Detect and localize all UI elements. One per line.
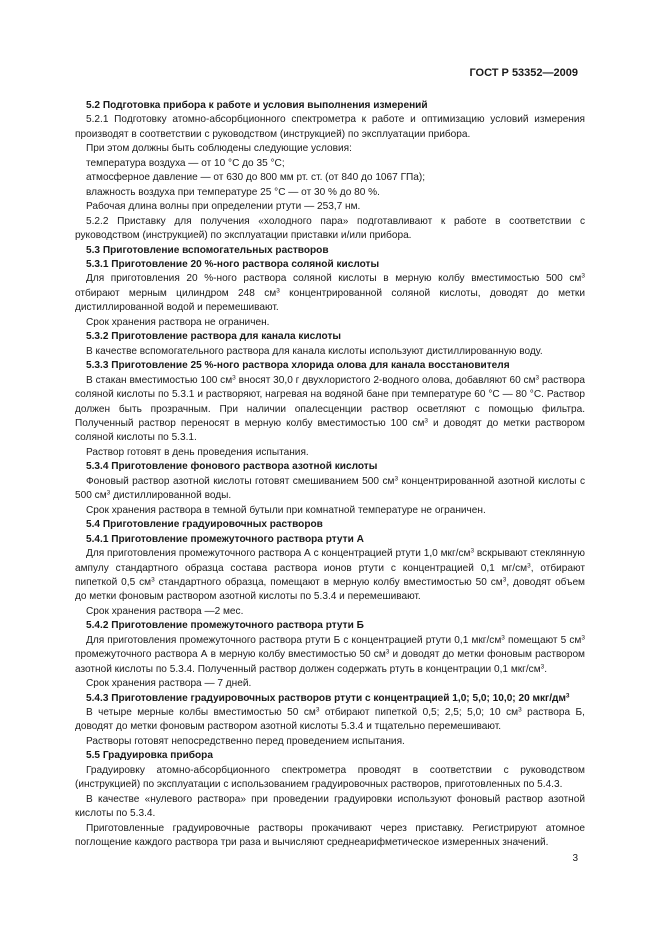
paragraph: При этом должны быть соблюдены следующие условия: (86, 143, 352, 155)
paragraph: В стакан вместимостью 100 $см^3$ вносят 30,0 г двухлористого 2-водного олова, добавляют 60 $см^3$ раствора соляной кислоты по 5.3.1 и растворяют, нагревая на водяной бане при температуре 60 °С — 80 °С. Раствор должен быть прозрачным. При наличии опалесценции раствор осветляют с помощью фильтра. Полученный раствор переносят в мерную колбу вместимостью 100 $см^3$ и доводят до метки раствором соляной кислоты по 5.3.1. (75, 374, 586, 444)
paragraph: В четыре мерные колбы вместимостью 50 $см^3$ отбирают пипеткой 0,5; 2,5; 5,0; 10 $см^3$ раствора Б, доводят до метки фоновым раствором азотной кислоты 5.3.4 и тщательно перемешивают. (75, 706, 585, 733)
section-heading: 5.4.2 Приготовление промежуточного раствора ртути Б (86, 620, 364, 632)
paragraph: Градуировку атомно-абсорбционного спектрометра проводят в соответствии с руководством (инструкцией) по эксплуатации с использованием градуировочных растворов, приготовленных по 5.4.3. (75, 764, 585, 791)
paragraph: влажность воздуха при температуре 25 °С — от 30 % до 80 %. (86, 186, 380, 198)
section-heading: 5.3.4 Приготовление фонового раствора азотной кислоты (86, 461, 378, 473)
paragraph: Срок хранения раствора не ограничен. (86, 316, 270, 328)
paragraph: Фоновый раствор азотной кислоты готовят смешиванием 500 $см^3$ концентрированной азотной кислоты с 500 $см^3$ дистиллированной воды. (75, 475, 585, 502)
page-number: 3 (572, 853, 578, 864)
document-body (75, 99, 585, 851)
paragraph: Рабочая длина волны при определении ртути — 253,7 нм. (86, 201, 361, 213)
section-heading: 5.3 Приготовление вспомогательных растворов (86, 244, 329, 256)
paragraph: Срок хранения раствора — 7 дней. (86, 678, 252, 690)
paragraph: Срок хранения раствора в темной бутыли при комнатной температуре не ограничен. (86, 504, 486, 516)
section-heading: 5.3.1 Приготовление 20 %-ного раствора соляной кислоты (86, 258, 380, 270)
section-heading: 5.2 Подготовка прибора к работе и условия выполнения измерений (86, 100, 428, 111)
paragraph: В качестве «нулевого раствора» при проведении градуировки используют фоновый раствор азотной кислоты по 5.3.4. (75, 793, 585, 820)
paragraph: Приготовленные градуировочные растворы прокачивают через приставку. Регистрируют атомное поглощение каждого раствора три раза и вычисляют среднеарифметическое измеренных значений. (75, 822, 585, 849)
standard-header: ГОСТ Р 53352—2009 (469, 67, 578, 79)
section-heading: 5.4 Приготовление градуировочных растворов (86, 519, 323, 531)
section-heading: 5.4.1 Приготовление промежуточного раствора ртути А (86, 533, 364, 545)
section-heading: 5.3.2 Приготовление раствора для канала кислоты (86, 331, 342, 343)
section-heading: 5.4.3 Приготовление градуировочных растворов ртути с концентрацией 1,0; 5,0; 10,0; 20 мкг/$дм^3$ (86, 692, 570, 704)
paragraph: В качестве вспомогательного раствора для канала кислоты используют дистиллированную воду. (86, 345, 543, 357)
paragraph: температура воздуха — от 10 °С до 35 °С; (86, 157, 285, 169)
paragraph: 5.2.2 Приставку для получения «холодного пара» подготавливают к работе в соответствии с руководством (инструкцией) по эксплуатации приставки и/или прибора. (75, 215, 585, 242)
paragraph: Для приготовления промежуточного раствора ртути Б с концентрацией ртути 0,1 мкг/$см^3$ помещают 5 $см^3$ промежуточного раствора А в мерную колбу вместимостью 50 $см^3$ и доводят до метки фоновым раствором азотной кислоты по 5.3.4. Полученный раствор должен содержать ртуть в концентрации 0,1 мкг/$см^3$. (75, 634, 585, 675)
paragraph: 5.2.1 Подготовку атомно-абсорбционного спектрометра к работе и оптимизацию условий измерения производят в соответствии с руководством (инструкцией) по эксплуатации прибора. (75, 114, 585, 140)
paragraph: Раствор готовят в день проведения испытания. (86, 446, 309, 458)
paragraph: Растворы готовят непосредственно перед проведением испытания. (86, 735, 405, 747)
paragraph: Срок хранения раствора —2 мес. (86, 605, 244, 617)
section-heading: 5.3.3 Приготовление 25 %-ного раствора хлорида олова для канала восстановителя (86, 360, 510, 372)
paragraph: Для приготовления промежуточного раствора А с концентрацией ртути 1,0 мкг/$см^3$ вскрывают стеклянную ампулу стандартного образца состава раствора ионов ртути с концентрацией 0,1 $мг/см^3$, отбирают пипеткой 0,5 $см^3$ стандартного образца, помещают в мерную колбу вместимостью 50 $см^3$, доводят объем до метки фоновым раствором азотной кислоты по 5.3.4 и перемешивают. (75, 547, 586, 603)
paragraph: атмосферное давление — от 630 до 800 мм рт. ст. (от 840 до 1067 ГПа); (86, 172, 426, 184)
paragraph: Для приготовления 20 %-ного раствора соляной кислоты в мерную колбу вместимостью 500 $см^3$ отбирают мерным цилиндром 248 $см^3$ концентрированной соляной кислоты, доводят до метки дистиллированной водой и перемешивают. (75, 272, 585, 314)
section-heading: 5.5 Градуировка прибора (86, 750, 213, 762)
